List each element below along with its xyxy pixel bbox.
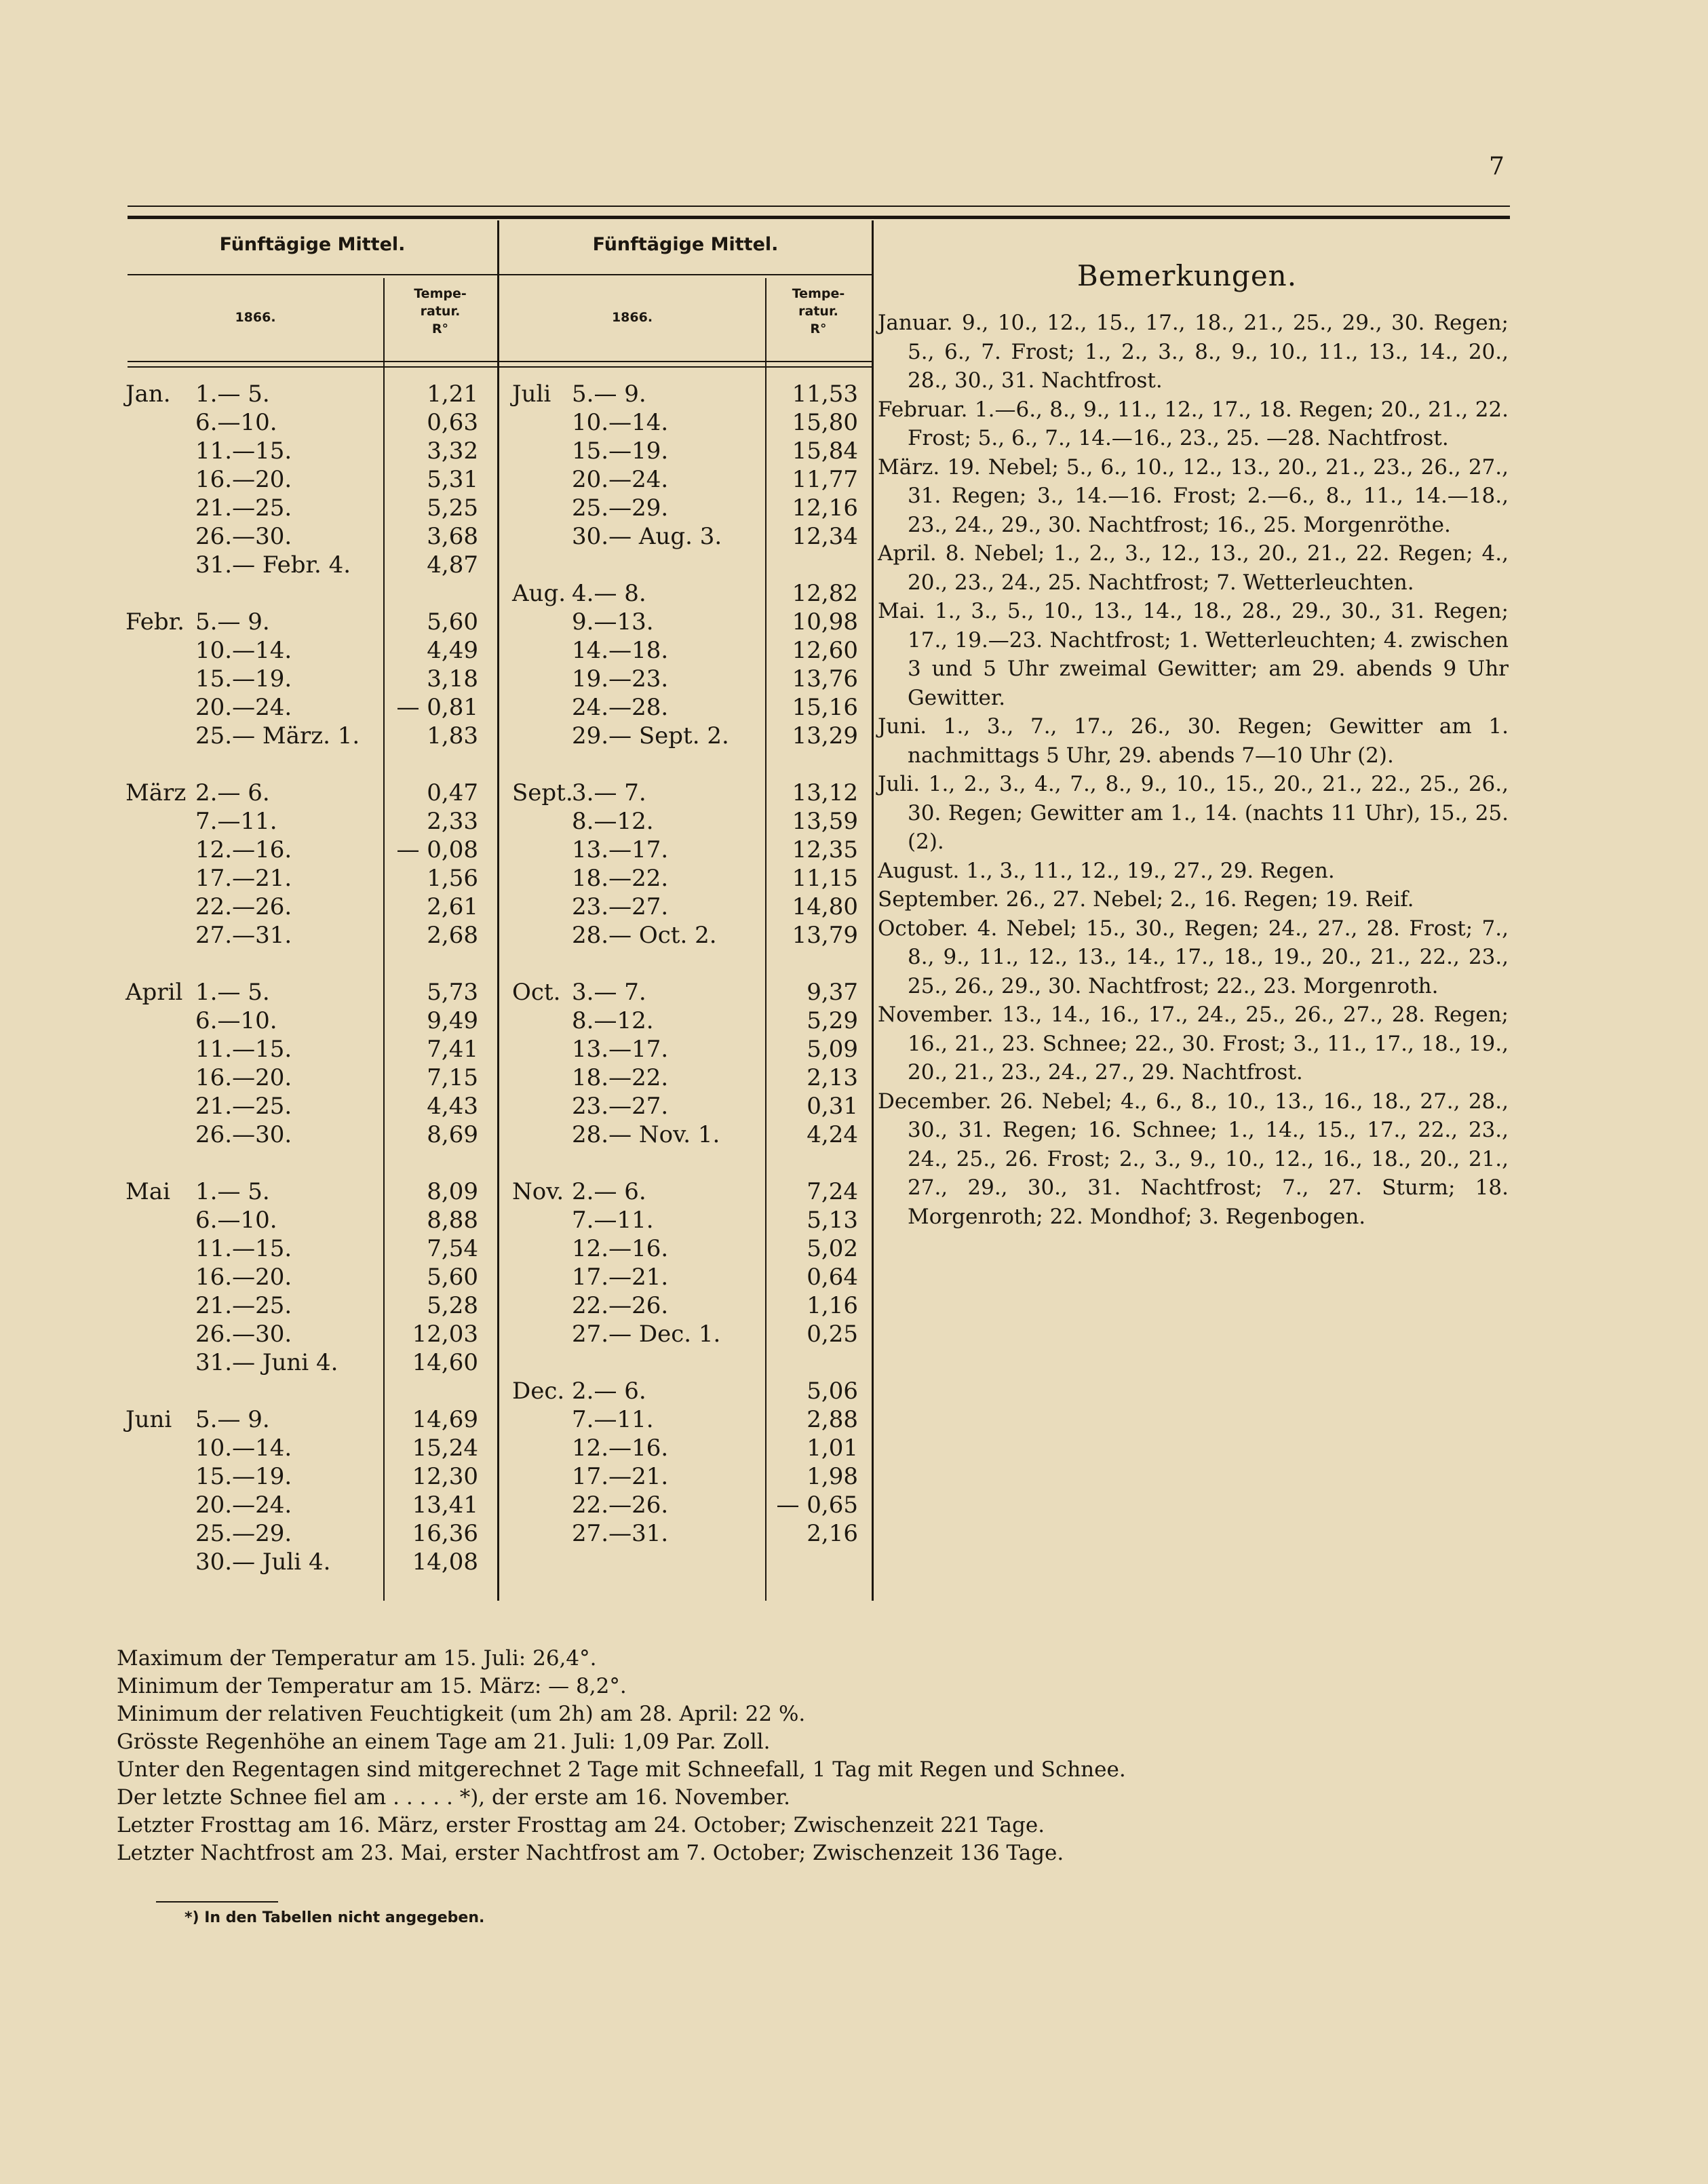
date-range-cell: 25.—29. [195,1520,292,1547]
temperature-cell: 14,80 [792,893,858,920]
summary-note: Unter den Regentagen sind mitgerechnet 2 Tage mit Schneefall, 1 Tag mit Regen und Schnee. [117,1757,1126,1782]
date-range-cell: 25.—29. [572,494,669,522]
left-table-row [125,1206,495,1234]
date-range-cell: 2.— 6. [572,1378,646,1405]
right-table-row [512,1206,868,1234]
right-table-row [512,1462,868,1491]
left-table-row [125,1234,495,1263]
right-table-row [512,1519,868,1548]
date-range-cell: 17.—21. [195,865,292,892]
temperature-cell: 2,68 [427,922,478,949]
date-range-cell: 15.—19. [195,665,292,693]
date-range-cell: 14.—18. [572,637,669,664]
top-rule-thick [128,216,1510,219]
date-range-cell: 20.—24. [572,466,669,493]
month-cell: Mai [125,1178,170,1205]
date-range-cell: 2.— 6. [572,1178,646,1205]
page-number: 7 [1489,153,1505,180]
temperature-cell: 9,49 [427,1007,478,1034]
temperature-cell: 12,16 [792,494,858,522]
date-range-cell: 12.—16. [572,1435,669,1462]
temperature-cell: 12,35 [792,836,858,863]
right-colhead-rule-1 [499,361,872,362]
temperature-cell: 0,47 [427,779,478,806]
remark-paragraph: September. 26., 27. Nebel; 2., 16. Regen; 19. Reif. [878,887,1414,912]
left-table-row [125,522,495,551]
date-range-cell: 6.—10. [195,1207,277,1234]
summary-note: Maximum der Temperatur am 15. Juli: 26,4°. [117,1646,597,1671]
summary-note: Minimum der relativen Feuchtigkeit (um 2h) am 28. April: 22 %. [117,1702,806,1726]
left-table-row [125,978,495,1007]
right-table-row [512,693,868,722]
left-colhead-rule-1 [128,361,497,362]
right-table-row [512,1177,868,1206]
temperature-cell: 15,16 [792,694,858,721]
date-range-cell: 22.—26. [572,1491,669,1519]
right-table-row [512,722,868,750]
temperature-cell: 15,80 [792,409,858,436]
left-table-row [125,864,495,893]
temperature-cell: 12,30 [412,1463,478,1490]
right-col-year: 1866. [611,310,653,325]
left-col-temp-line1: Tempe- [414,286,467,301]
right-table-row [512,1377,868,1405]
left-table-row [125,1291,495,1320]
left-table-row [125,722,495,750]
right-table-row [512,1035,868,1064]
temperature-cell: 4,49 [427,637,478,664]
temperature-cell: 13,12 [792,779,858,806]
right-table-row [512,978,868,1007]
left-table-row [125,1462,495,1491]
temperature-cell: 7,15 [427,1064,478,1091]
date-range-cell: 5.— 9. [195,608,270,636]
left-table-row [125,465,495,494]
date-range-cell: 30.— Juli 4. [195,1548,331,1576]
date-range-cell: 31.— Juni 4. [195,1349,338,1376]
month-cell: April [125,979,183,1006]
date-range-cell: 10.—14. [195,637,292,664]
right-table-row [512,807,868,836]
left-table-row [125,1007,495,1035]
left-table-row [125,380,495,408]
date-range-cell: 31.— Febr. 4. [195,551,351,579]
remark-paragraph: Juli. 1., 2., 3., 4., 7., 8., 9., 10., 15., 20., 21., 22., 25., 26., 30. Regen; Gewitter am 1., 14. (nachts 11 Uhr), 15., 25. (2). [878,772,1509,854]
temperature-cell: 5,06 [807,1378,858,1405]
left-colhead-rule-2 [128,366,497,368]
left-table-row [125,665,495,693]
footnote: *) In den Tabellen nicht angegeben. [185,1909,485,1926]
temperature-cell: 1,21 [427,381,478,408]
right-header-underline [499,274,872,275]
right-col-temp [765,285,872,338]
left-table-row [125,408,495,437]
temperature-cell: 7,24 [807,1178,858,1205]
date-range-cell: 6.—10. [195,409,277,436]
remark-paragraph: Januar. 9., 10., 12., 15., 17., 18., 21., 25., 29., 30. Regen; 5., 6., 7. Frost; 1., 2., 3., 8., 9., 10., 11., 13., 14., 20., 28., 30., 31. Nachtfrost. [878,311,1509,393]
left-table-row [125,1177,495,1206]
date-range-cell: 1.— 5. [195,979,270,1006]
temperature-cell: 5,02 [807,1235,858,1262]
left-table-row [125,551,495,579]
date-range-cell: 8.—12. [572,808,654,835]
right-table-row [512,779,868,807]
temperature-cell: — 0,08 [396,836,478,863]
summary-note: Grösste Regenhöhe an einem Tage am 21. Juli: 1,09 Par. Zoll. [117,1730,771,1754]
left-table-row [125,1064,495,1092]
date-range-cell: 18.—22. [572,1064,669,1091]
date-range-cell: 15.—19. [195,1463,292,1490]
temperature-cell: 14,69 [412,1406,478,1433]
right-table-row [512,465,868,494]
date-range-cell: 1.— 5. [195,381,270,408]
left-table-row [125,807,495,836]
summary-notes [117,1645,1405,1867]
date-range-cell: 7.—11. [572,1406,654,1433]
date-range-cell: 21.—25. [195,494,292,522]
month-cell: Febr. [125,608,185,636]
remark-paragraph: Juni. 1., 3., 7., 17., 26., 30. Regen; Gewitter am 1. nachmittags 5 Uhr, 29. abends 7—10 Uhr (2). [878,714,1509,768]
date-range-cell: 4.— 8. [572,580,646,607]
month-cell: Sept. [512,779,573,806]
month-cell: März [125,779,187,806]
right-table-row [512,893,868,921]
right-table-row [512,579,868,608]
temperature-cell: 0,31 [807,1093,858,1120]
date-range-cell: 13.—17. [572,1036,669,1063]
temperature-cell: 1,98 [807,1463,858,1490]
remark-paragraph: April. 8. Nebel; 1., 2., 3., 12., 13., 20., 21., 22. Regen; 4., 20., 23., 24., 25. Nachtfrost; 7. Wetterleuchten. [878,541,1509,595]
temperature-cell: 5,28 [427,1292,478,1319]
left-table-row [125,1348,495,1377]
date-range-cell: 17.—21. [572,1463,669,1490]
month-cell: Juli [512,381,551,408]
right-table-row [512,636,868,665]
date-range-cell: 2.— 6. [195,779,270,806]
date-range-cell: 30.— Aug. 3. [572,523,722,550]
left-table-row [125,893,495,921]
right-table-row [512,1263,868,1291]
remarks-title: Bemerkungen. [1076,259,1298,292]
temperature-cell: 3,18 [427,665,478,693]
right-table-header: Fünftägige Mittel. [592,234,779,255]
temperature-cell: 7,41 [427,1036,478,1063]
temperature-cell: 1,01 [807,1435,858,1462]
temperature-cell: 2,16 [807,1520,858,1547]
date-range-cell: 13.—17. [572,836,669,863]
right-table-row [512,494,868,522]
right-table-row [512,864,868,893]
date-range-cell: 27.—31. [572,1520,669,1547]
temperature-cell: 0,64 [807,1264,858,1291]
date-range-cell: 27.— Dec. 1. [572,1321,721,1348]
temperature-cell: 0,25 [807,1321,858,1348]
right-table-row [512,437,868,465]
date-range-cell: 26.—30. [195,1121,292,1148]
date-range-cell: 3.— 7. [572,779,646,806]
temperature-cell: 13,29 [792,722,858,749]
left-table-header: Fünftägige Mittel. [219,234,406,255]
temperature-cell: 3,32 [427,437,478,465]
temperature-cell: 13,76 [792,665,858,693]
date-range-cell: 8.—12. [572,1007,654,1034]
right-table-row [512,1434,868,1462]
date-range-cell: 23.—27. [572,1093,669,1120]
remark-paragraph: März. 19. Nebel; 5., 6., 10., 12., 13., 20., 21., 23., 26., 27., 31. Regen; 3., 14.—16. Frost; 2.—6., 8., 11., 14.—18., 23., 24., 29., 30. Nachtfrost; 16., 25. Morgenröthe. [878,454,1509,537]
date-range-cell: 21.—25. [195,1292,292,1319]
left-col-temp [383,285,497,338]
left-table-row [125,1491,495,1519]
date-range-cell: 12.—16. [195,836,292,863]
temperature-cell: 3,68 [427,523,478,550]
divider-remarks [872,220,874,1601]
right-table-row [512,1405,868,1434]
date-range-cell: 12.—16. [572,1235,669,1262]
footnote-rule [156,1901,278,1903]
temperature-cell: 5,25 [427,494,478,522]
remark-paragraph: Februar. 1.—6., 8., 9., 11., 12., 17., 18. Regen; 20., 21., 22. Frost; 5., 6., 7., 14.—16., 23., 25. —28. Nachtfrost. [878,397,1509,450]
date-range-cell: 7.—11. [572,1207,654,1234]
right-table-row [512,836,868,864]
temperature-cell: 4,87 [427,551,478,579]
divider-tables [497,220,499,1601]
left-table-row [125,437,495,465]
right-col-temp-line1: Tempe- [792,286,845,301]
date-range-cell: 19.—23. [572,665,669,693]
temperature-cell: 4,43 [427,1093,478,1120]
temperature-cell: 9,37 [807,979,858,1006]
temperature-cell: 7,54 [427,1235,478,1262]
right-table-row [512,1491,868,1519]
date-range-cell: 17.—21. [572,1264,669,1291]
right-table-row [512,522,868,551]
right-table-row [512,1291,868,1320]
left-table-row [125,693,495,722]
temperature-cell: 5,29 [807,1007,858,1034]
right-table-row [512,1320,868,1348]
left-table-row [125,494,495,522]
temperature-cell: 16,36 [412,1520,478,1547]
date-range-cell: 5.— 9. [572,381,646,408]
temperature-cell: 5,09 [807,1036,858,1063]
month-cell: Jan. [125,381,171,408]
date-range-cell: 28.— Oct. 2. [572,922,717,949]
left-table-row [125,1092,495,1120]
temperature-cell: 8,88 [427,1207,478,1234]
left-col-temp-line3: R° [431,321,449,336]
left-table-row [125,1548,495,1576]
left-table-row [125,1035,495,1064]
remark-paragraph: December. 26. Nebel; 4., 6., 8., 10., 13., 16., 18., 27., 28., 30., 31. Regen; 16. Schnee; 1., 14., 15., 17., 22., 23., 24., 25., 26. Frost; 2., 3., 9., 10., 12., 16., 18., 20., 21., 27., 29., 30., 31. Nachtfrost; 7., 27. Sturm; 18. Morgenroth; 22. Mondhof; 3. Regenbogen. [878,1089,1509,1229]
temperature-cell: 4,24 [807,1121,858,1148]
date-range-cell: 29.— Sept. 2. [572,722,729,749]
date-range-cell: 16.—20. [195,466,292,493]
temperature-cell: 5,31 [427,466,478,493]
temperature-cell: 13,59 [792,808,858,835]
right-colhead-rule-2 [499,366,872,368]
date-range-cell: 26.—30. [195,1321,292,1348]
right-table-row [512,608,868,636]
right-table-row [512,1092,868,1120]
left-header-underline [128,274,497,275]
right-table-row [512,1007,868,1035]
temperature-cell: 5,73 [427,979,478,1006]
right-table-row [512,921,868,950]
temperature-cell: 0,63 [427,409,478,436]
temperature-cell: 13,41 [412,1491,478,1519]
temperature-cell: — 0,81 [396,694,478,721]
date-range-cell: 10.—14. [572,409,669,436]
temperature-cell: 2,88 [807,1406,858,1433]
left-table-row [125,1434,495,1462]
remark-paragraph: November. 13., 14., 16., 17., 24., 25., 26., 27., 28. Regen; 16., 21., 23. Schnee; 22., 30. Frost; 3., 11., 17., 18., 19., 20., 21., 23., 24., 27., 29. Nachtfrost. [878,1002,1509,1085]
temperature-cell: 12,34 [792,523,858,550]
date-range-cell: 11.—15. [195,1036,292,1063]
month-cell: Aug. [512,580,566,607]
date-range-cell: 1.— 5. [195,1178,270,1205]
temperature-cell: 11,77 [792,466,858,493]
temperature-cell: 5,13 [807,1207,858,1234]
temperature-cell: 15,84 [792,437,858,465]
month-cell: Oct. [512,979,561,1006]
date-range-cell: 6.—10. [195,1007,277,1034]
summary-note: Letzter Nachtfrost am 23. Mai, erster Nachtfrost am 7. October; Zwischenzeit 136 Tage. [117,1841,1064,1865]
left-table-row [125,1320,495,1348]
left-table-row [125,1263,495,1291]
temperature-cell: 8,09 [427,1178,478,1205]
temperature-cell: 1,83 [427,722,478,749]
temperature-cell: 12,82 [792,580,858,607]
date-range-cell: 22.—26. [572,1292,669,1319]
right-col-temp-line2: ratur. [798,304,838,319]
left-table-row [125,779,495,807]
date-range-cell: 21.—25. [195,1093,292,1120]
top-rule-thin [128,206,1510,207]
date-range-cell: 25.— März. 1. [195,722,360,749]
temperature-cell: 12,60 [792,637,858,664]
temperature-cell: 5,60 [427,1264,478,1291]
date-range-cell: 11.—15. [195,437,292,465]
summary-note: Der letzte Schnee fiel am . . . . . *), der erste am 16. November. [117,1785,790,1810]
date-range-cell: 11.—15. [195,1235,292,1262]
temperature-cell: 2,33 [427,808,478,835]
left-col-year: 1866. [235,310,276,325]
temperature-cell: 15,24 [412,1435,478,1462]
temperature-cell: 14,60 [412,1349,478,1376]
temperature-cell: 11,15 [792,865,858,892]
temperature-cell: 13,79 [792,922,858,949]
date-range-cell: 3.— 7. [572,979,646,1006]
temperature-cell: 8,69 [427,1121,478,1148]
remark-paragraph: August. 1., 3., 11., 12., 19., 27., 29. Regen. [878,858,1335,883]
remark-paragraph: October. 4. Nebel; 15., 30., Regen; 24., 27., 28. Frost; 7., 8., 9., 11., 12., 13., 14., 17., 18., 19., 20., 21., 22., 23., 25., 26., 29., 30. Nachtfrost; 22., 23. Morgenroth. [878,916,1509,998]
right-table-row [512,1234,868,1263]
date-range-cell: 23.—27. [572,893,669,920]
month-cell: Dec. [512,1378,565,1405]
temperature-cell: 2,61 [427,893,478,920]
date-range-cell: 9.—13. [572,608,654,636]
date-range-cell: 16.—20. [195,1264,292,1291]
date-range-cell: 7.—11. [195,808,277,835]
summary-note: Letzter Frosttag am 16. März, erster Frosttag am 24. October; Zwischenzeit 221 Tage. [117,1813,1045,1837]
right-table-row [512,408,868,437]
left-table-row [125,921,495,950]
temperature-cell: — 0,65 [776,1491,858,1519]
date-range-cell: 22.—26. [195,893,292,920]
date-range-cell: 16.—20. [195,1064,292,1091]
left-table-row [125,608,495,636]
left-table-row [125,1405,495,1434]
left-table-row [125,1519,495,1548]
temperature-cell: 2,13 [807,1064,858,1091]
date-range-cell: 26.—30. [195,523,292,550]
right-table-row [512,665,868,693]
remark-paragraph: Mai. 1., 3., 5., 10., 13., 14., 18., 28., 29., 30., 31. Regen; 17., 19.—23. Nachtfrost; 1. Wetterleuchten; 4. zwischen 3 und 5 Uhr zweimal Gewitter; am 29. abends 9 Uhr Gewitter. [878,599,1509,710]
date-range-cell: 24.—28. [572,694,669,721]
left-table-row [125,1120,495,1149]
left-table-row [125,636,495,665]
left-col-temp-line2: ratur. [420,304,461,319]
temperature-cell: 1,56 [427,865,478,892]
date-range-cell: 27.—31. [195,922,292,949]
date-range-cell: 5.— 9. [195,1406,270,1433]
date-range-cell: 15.—19. [572,437,669,465]
temperature-cell: 11,53 [792,381,858,408]
date-range-cell: 20.—24. [195,1491,292,1519]
right-col-temp-line3: R° [810,321,827,336]
temperature-cell: 5,60 [427,608,478,636]
temperature-cell: 12,03 [412,1321,478,1348]
temperature-cell: 10,98 [792,608,858,636]
right-table-row [512,1064,868,1092]
remarks-text [878,309,1509,1231]
right-table-row [512,380,868,408]
month-cell: Nov. [512,1178,564,1205]
temperature-cell: 14,08 [412,1548,478,1576]
date-range-cell: 20.—24. [195,694,292,721]
summary-note: Minimum der Temperatur am 15. März: — 8,2°. [117,1674,627,1698]
temperature-cell: 1,16 [807,1292,858,1319]
right-table-row [512,1120,868,1149]
date-range-cell: 18.—22. [572,865,669,892]
date-range-cell: 10.—14. [195,1435,292,1462]
month-cell: Juni [125,1406,172,1433]
date-range-cell: 28.— Nov. 1. [572,1121,720,1148]
left-table-row [125,836,495,864]
